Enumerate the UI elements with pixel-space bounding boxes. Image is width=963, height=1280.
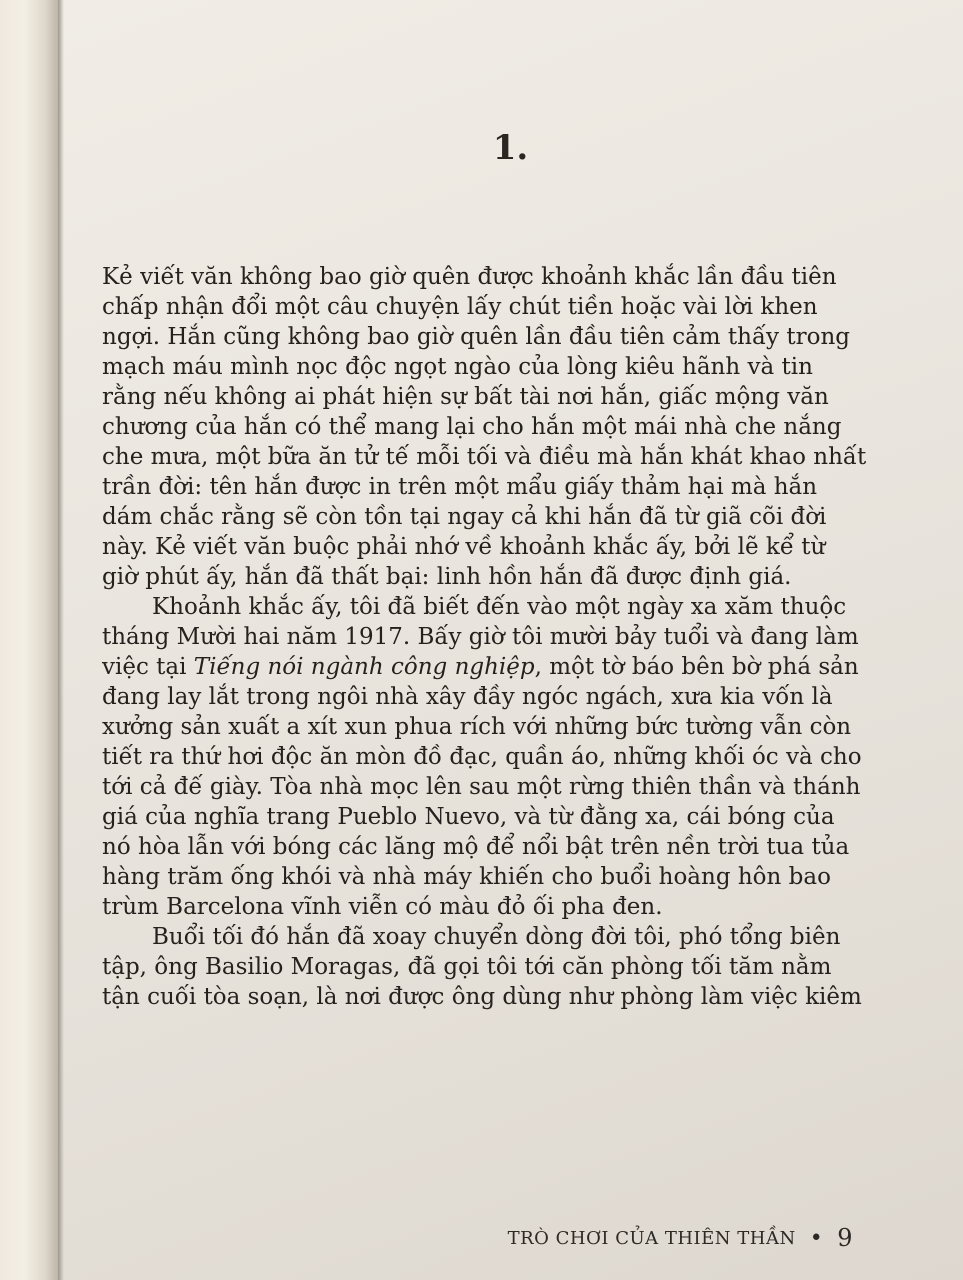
text-line: đang lay lắt trong ngôi nhà xây đầy ngóc ngách, xưa kia vốn là (102, 684, 833, 710)
text-line: chấp nhận đổi một câu chuyện lấy chút tiền hoặc vài lời khen (102, 294, 818, 320)
text-line: giờ phút ấy, hắn đã thất bại: linh hồn hắn đã được định giá. (102, 564, 792, 590)
text-line: giá của nghĩa trang Pueblo Nuevo, và từ đằng xa, cái bóng của (102, 804, 835, 830)
newspaper-title: Tiếng nói ngành công nghiệp (193, 654, 535, 680)
text-line: dám chắc rằng sẽ còn tồn tại ngay cả khi hắn đã từ giã cõi đời (102, 504, 827, 530)
text-line: tận cuối tòa soạn, là nơi được ông dùng như phòng làm việc kiêm (102, 984, 862, 1010)
text-line-with-title (102, 652, 902, 682)
text-line: tập, ông Basilio Moragas, đã gọi tôi tới căn phòng tối tăm nằm (102, 954, 832, 980)
text-line: trùm Barcelona vĩnh viễn có màu đỏ ối pha đen. (102, 894, 663, 920)
book-title: TRÒ CHƠI CỦA THIÊN THẦN (507, 1227, 796, 1249)
text-line: mạch máu mình nọc độc ngọt ngào của lòng kiêu hãnh và tin (102, 354, 813, 380)
paragraph-1 (102, 262, 902, 592)
text-line: hàng trăm ống khói và nhà máy khiến cho buổi hoàng hôn bao (102, 864, 831, 890)
text-fragment: việc tại (102, 654, 194, 680)
text-line: này. Kẻ viết văn buộc phải nhớ về khoảnh khắc ấy, bởi lẽ kể từ (102, 534, 826, 560)
running-footer (508, 1224, 853, 1252)
text-line: tiết ra thứ hơi độc ăn mòn đồ đạc, quần áo, những khối óc và cho (102, 744, 862, 770)
text-line: chương của hắn có thể mang lại cho hắn một mái nhà che nắng (102, 414, 842, 440)
chapter-body (102, 262, 902, 1012)
text-line: tới cả đế giày. Tòa nhà mọc lên sau một rừng thiên thần và thánh (102, 774, 861, 800)
text-line: xưởng sản xuất a xít xun phua rích với những bức tường vẫn còn (102, 714, 852, 740)
page-gutter-edge (58, 0, 64, 1280)
text-line: rằng nếu không ai phát hiện sự bất tài nơi hắn, giấc mộng văn (102, 384, 829, 410)
book-page (58, 0, 963, 1280)
separator-bullet: • (809, 1225, 824, 1251)
text-line: ngợi. Hắn cũng không bao giờ quên lần đầu tiên cảm thấy trong (102, 324, 850, 350)
text-fragment: , một tờ báo bên bờ phá sản (534, 654, 859, 680)
text-line: nó hòa lẫn với bóng các lăng mộ để nổi bật trên nền trời tua tủa (102, 834, 850, 860)
paragraph-3 (102, 922, 902, 1012)
text-line: Buổi tối đó hắn đã xoay chuyển dòng đời tôi, phó tổng biên (152, 924, 841, 950)
chapter-number: 1. (492, 128, 529, 168)
book-spine-shadow (0, 0, 60, 1280)
text-line: Kẻ viết văn không bao giờ quên được khoảnh khắc lần đầu tiên (102, 264, 837, 290)
text-line: che mưa, một bữa ăn tử tế mỗi tối và điều mà hắn khát khao nhất (102, 444, 867, 470)
show-through-text (118, 0, 898, 238)
paragraph-2 (102, 592, 902, 922)
page-number: 9 (837, 1224, 853, 1252)
text-line: tháng Mười hai năm 1917. Bấy giờ tôi mười bảy tuổi và đang làm (102, 624, 859, 650)
text-line: Khoảnh khắc ấy, tôi đã biết đến vào một ngày xa xăm thuộc (152, 594, 847, 620)
text-line: trần đời: tên hắn được in trên một mẩu giấy thảm hại mà hắn (102, 474, 818, 500)
